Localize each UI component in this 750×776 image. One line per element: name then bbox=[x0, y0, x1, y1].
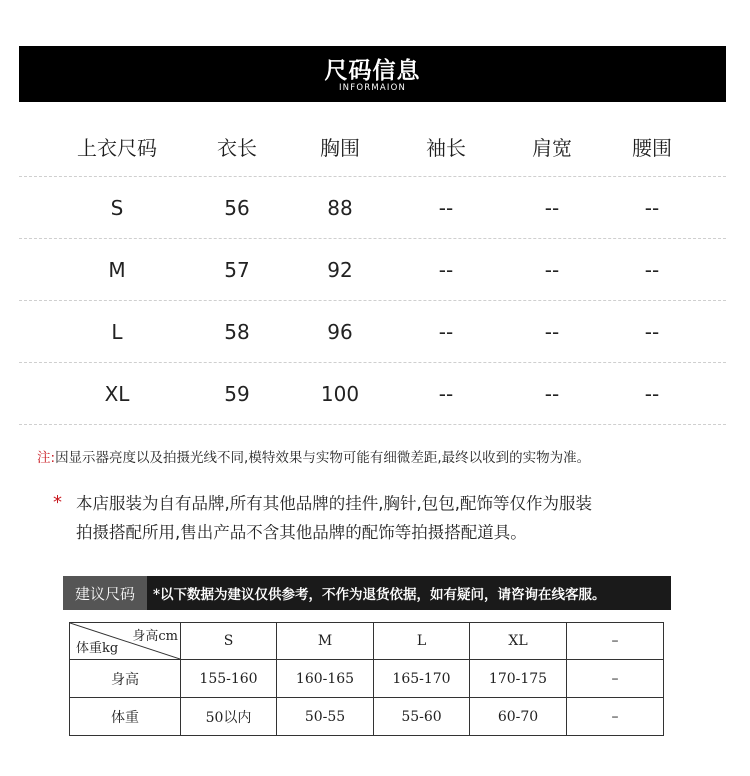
corner-cell bbox=[70, 623, 181, 660]
table-cell: S bbox=[110, 195, 124, 220]
table-cell: 55-60 bbox=[374, 698, 470, 736]
banner-subtitle: INFORMAION bbox=[338, 83, 407, 93]
table-cell: 60-70 bbox=[470, 698, 567, 736]
column-header: L bbox=[374, 623, 470, 660]
table-cell: 160-165 bbox=[277, 660, 374, 698]
table-row bbox=[19, 239, 726, 301]
title-banner bbox=[19, 46, 726, 102]
table-cell: -- bbox=[544, 257, 560, 282]
banner-title: 尺码信息 bbox=[324, 58, 421, 84]
table-cell: -- bbox=[644, 195, 660, 220]
table-cell: -- bbox=[644, 381, 660, 406]
table-cell: 92 bbox=[327, 257, 353, 282]
table-cell: 96 bbox=[327, 319, 353, 344]
column-header: – bbox=[567, 623, 664, 660]
table-cell: -- bbox=[438, 195, 454, 220]
table-row bbox=[19, 301, 726, 363]
table-cell: -- bbox=[438, 319, 454, 344]
table-cell: -- bbox=[544, 195, 560, 220]
column-header: S bbox=[181, 623, 277, 660]
table-cell: 170-175 bbox=[470, 660, 567, 698]
table-cell: 155-160 bbox=[181, 660, 277, 698]
row-label: 体重 bbox=[70, 698, 181, 736]
asterisk-icon: * bbox=[53, 492, 62, 513]
table-cell: 165-170 bbox=[374, 660, 470, 698]
corner-height-label: 身高cm bbox=[132, 629, 178, 644]
table-cell: – bbox=[567, 698, 664, 736]
header-cell: 衣长 bbox=[217, 135, 257, 160]
table-cell: -- bbox=[438, 381, 454, 406]
recommend-label: 建议尺码 bbox=[63, 576, 147, 610]
header-cell: 肩宽 bbox=[532, 135, 572, 160]
brand-statement-line-2: 拍摄搭配所用,售出产品不含其他品牌的配饰等拍摄搭配道具。 bbox=[76, 523, 527, 542]
table-cell: 100 bbox=[320, 381, 360, 406]
table-cell: – bbox=[567, 660, 664, 698]
recommend-header-bar bbox=[63, 576, 671, 610]
table-cell: 50-55 bbox=[277, 698, 374, 736]
column-header: XL bbox=[470, 623, 567, 660]
table-cell: 59 bbox=[224, 381, 250, 406]
row-label: 身高 bbox=[70, 660, 181, 698]
table-cell: XL bbox=[104, 381, 130, 406]
table-cell: 57 bbox=[224, 257, 250, 282]
table-cell: 88 bbox=[327, 195, 353, 220]
table-cell: 56 bbox=[224, 195, 250, 220]
table-cell: 58 bbox=[224, 319, 250, 344]
table-cell: M bbox=[108, 257, 126, 282]
table-cell: -- bbox=[544, 381, 560, 406]
table-row bbox=[70, 660, 664, 698]
table-cell: L bbox=[111, 319, 123, 344]
table-row bbox=[70, 698, 664, 736]
recommend-header-row bbox=[70, 623, 664, 660]
table-row bbox=[19, 363, 726, 425]
brand-statement-line-1: 本店服装为自有品牌,所有其他品牌的挂件,胸针,包包,配饰等仅作为服装 bbox=[76, 494, 592, 513]
note-label: 注: bbox=[37, 450, 56, 466]
table-cell: -- bbox=[544, 319, 560, 344]
note-text: 因显示器亮度以及拍摄光线不同,模特效果与实物可能有细微差距,最终以收到的实物为准。 bbox=[55, 450, 591, 466]
header-cell: 腰围 bbox=[632, 135, 672, 160]
display-disclaimer bbox=[37, 446, 590, 466]
table-cell: -- bbox=[438, 257, 454, 282]
table-cell: -- bbox=[644, 257, 660, 282]
header-cell: 胸围 bbox=[320, 135, 360, 160]
corner-weight-label: 体重kg bbox=[76, 641, 119, 656]
size-table bbox=[19, 116, 726, 425]
header-cell: 袖长 bbox=[426, 135, 466, 160]
table-cell: -- bbox=[644, 319, 660, 344]
table-cell: 50以内 bbox=[181, 698, 277, 736]
recommend-size-table bbox=[69, 622, 664, 736]
size-table-header bbox=[19, 116, 726, 177]
header-cell: 上衣尺码 bbox=[77, 135, 157, 160]
column-header: M bbox=[277, 623, 374, 660]
recommend-notice: *以下数据为建议仅供参考，不作为退货依据，如有疑问，请咨询在线客服。 bbox=[153, 587, 606, 603]
table-row bbox=[19, 177, 726, 239]
